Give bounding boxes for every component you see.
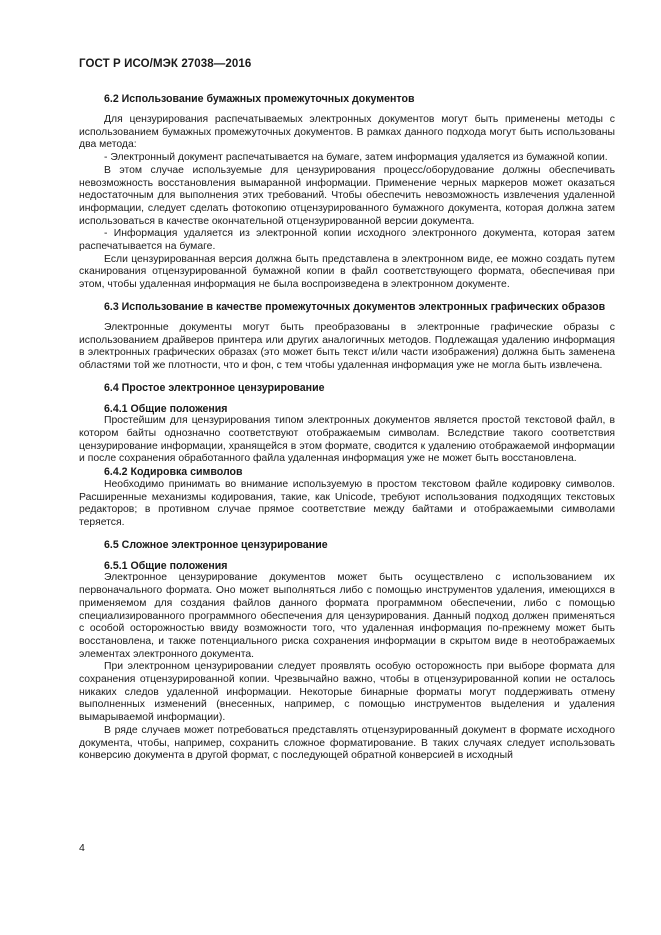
page-number: 4 xyxy=(79,842,85,854)
section-6-3-heading: 6.3 Использование в качестве промежуточных документов электронных графических образов xyxy=(104,300,606,313)
section-6-2-heading: 6.2 Использование бумажных промежуточных документов xyxy=(104,93,415,105)
paragraph: В ряде случаев может потребоваться представлять отцензурированный документ в формате исходного документа, чтобы, например, сохранить сложное форматирование. В таких случаях следует использовать конверсию документа в другой формат, с последующей обратной конверсией в исходный xyxy=(79,724,615,762)
paragraph: Электронное цензурирование документов может быть осуществлено с использованием их первоначального формата. Оно может выполняться либо с помощью инструментов удаления, имеющихся в применяемом для создания файлов данного формата программном обеспечении, либо с помощью специализированного программного обеспечения для цензурирования. Данный подход должен применяться с особой осторожностью ввиду возможности того, что удаленная информация по-прежнему может быть восстановлена, и также потенциального риска сохранения информации в скрытом виде в неотображаемых элементах электронного документа. xyxy=(79,572,615,660)
paragraph: Электронные документы могут быть преобразованы в электронные графические образы с использованием драйверов принтера или других аналогичных методов. Подлежащая удалению информация в электронных графических образах (это может быть текст и/или части изображения) должна быть заменена областями той же плотности, что и фон, с тем чтобы удаленная информация уже не могла быть извлечена. xyxy=(79,321,615,371)
section-6-4-1-heading: 6.4.1 Общие положения xyxy=(104,402,228,415)
document-header: ГОСТ Р ИСО/МЭК 27038—2016 xyxy=(79,58,252,70)
document-body xyxy=(79,92,615,763)
paragraph: В этом случае используемые для цензурирования процесс/оборудование должны обеспечивать невозможность восстановления вымаранной информации. Применение черных маркеров может оказаться недостаточным для выполнения этих требований. Чтобы обеспечить невозможность извлечения удаленной информации, следует сделать фотокопию отцензурированного бумажного документа, которая должна затем использоваться в качестве окончательной отцензурированной версии документа. xyxy=(79,164,615,227)
paragraph: - Информация удаляется из электронной копии исходного электронного документа, которая затем распечатывается на бумаге. xyxy=(79,228,615,253)
paragraph: Необходимо принимать во внимание используемую в простом текстовом файле кодировку символов. Расширенные механизмы кодирования, такие, как Unicode, требуют использования подходящих текстовых редакторов; в противном случае прямое соответствие между байтами и отображаемыми символами теряется. xyxy=(79,478,615,528)
paragraph: Простейшим для цензурирования типом электронных документов является простой текстовой файл, в котором байты однозначно соответствуют отображаемым символам. Вследствие такого соответствия цензурирование информации, хранящейся в этом формате, сводится к удалению отображаемой информации и после сохранения обработанного файла удаленная информация уже не может быть восстановлена. xyxy=(79,415,615,465)
section-6-4-heading: 6.4 Простое электронное цензурирование xyxy=(104,381,325,394)
section-6-5-1-heading: 6.5.1 Общие положения xyxy=(104,559,228,572)
paragraph: - Электронный документ распечатывается на бумаге, затем информация удаляется из бумажной копии. xyxy=(104,152,608,164)
paragraph: Если цензурированная версия должна быть представлена в электронном виде, ее можно создать путем сканирования отцензурированной бумажной копии в файл соответствующего формата, обеспечивая при этом, чтобы удаленная информация не была воспроизведена в электронном документе. xyxy=(79,253,615,291)
section-6-5-heading: 6.5 Сложное электронное цензурирование xyxy=(104,538,328,551)
section-6-4-2-heading: 6.4.2 Кодировка символов xyxy=(104,466,243,479)
paragraph: Для цензурирования распечатываемых электронных документов могут быть применены методы с использованием бумажных промежуточных документов. В рамках данного подхода могут быть использованы два метода: xyxy=(79,114,615,151)
paragraph: При электронном цензурировании следует проявлять особую осторожность при выборе формата для сохранения отцензурированной копии. Чрезвычайно важно, чтобы в отцензурированной копии не осталось никаких следов удаленной информации. Некоторые бинарные форматы могут поддерживать отмену выполненных изменений (внесенных, например, с помощью инструментов выделения и удаления вымарываемой информации). xyxy=(79,661,615,724)
